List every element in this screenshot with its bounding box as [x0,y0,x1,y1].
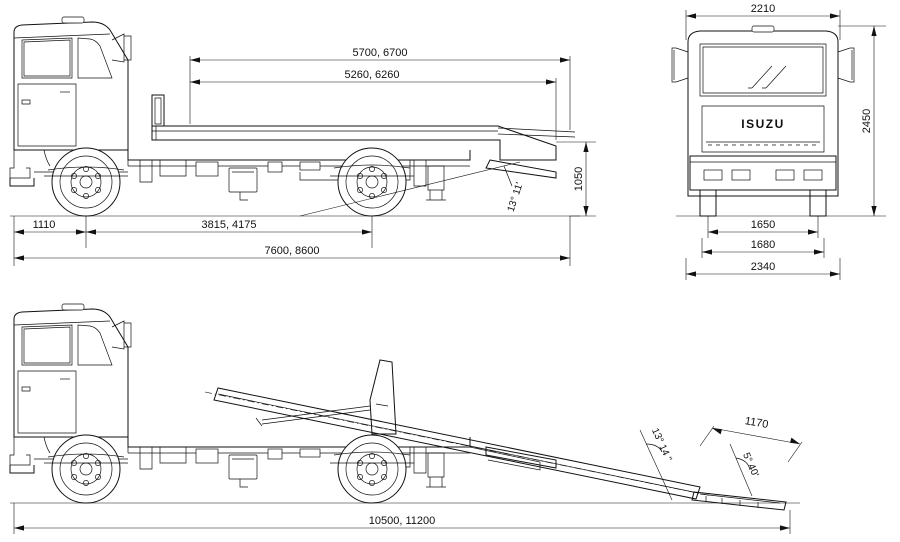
dim-platform-height-text: 1050 [573,166,585,192]
dim-overall-width [686,258,840,280]
dim-overall-length-extended [14,503,790,534]
dim-front-overhang [14,216,86,248]
dim-overall-height-text: 2450 [861,108,873,134]
dim-mirror-width-text: 2210 [750,3,776,15]
brand-logo-text: ISUZU [741,117,785,131]
dim-ramp-angle-upper-text: 13° 14 " [649,426,674,464]
dim-platform-length-text: 5700, 6700 [352,47,408,59]
dim-front-overhang-text: 1110 [32,219,56,231]
dim-overall-height [838,26,886,216]
dim-platform-length [190,47,570,130]
dim-track-front-text: 1680 [750,239,776,251]
dim-tilt-angle-top-text: 13° 11' [505,181,526,214]
dim-platform-inner-length-text: 5260, 6260 [344,69,400,81]
dim-ramp-length-text: 1170 [743,415,770,432]
dim-mirror-width [686,3,840,40]
rear-wheel-bottom [338,435,406,503]
dim-overall-width-text: 2340 [750,261,776,273]
rear-wheel-top [338,148,406,216]
dim-overall-length [14,216,570,266]
dim-wheelbase [86,216,372,248]
view-side-bottom [10,304,802,534]
dim-wheelbase-text: 3815, 4175 [201,219,257,231]
dim-platform-height [556,142,596,216]
dim-overall-length-text: 7600, 8600 [264,245,320,257]
dim-overall-length-extended-text: 10500, 11200 [368,515,436,527]
view-front [672,3,886,280]
dim-platform-inner-length [190,69,556,140]
dim-ramp-angle-lower-text: 5° 40' [740,451,761,479]
dim-tilt-angle-top [300,162,526,216]
dim-track-rear [708,216,818,238]
front-wheel-top [52,148,120,216]
dim-ramp-angle-lower [730,444,761,496]
front-wheel-bottom [52,435,120,503]
view-side-top [10,17,596,266]
dim-track-front [702,238,824,258]
dim-track-rear-text: 1650 [750,219,776,231]
